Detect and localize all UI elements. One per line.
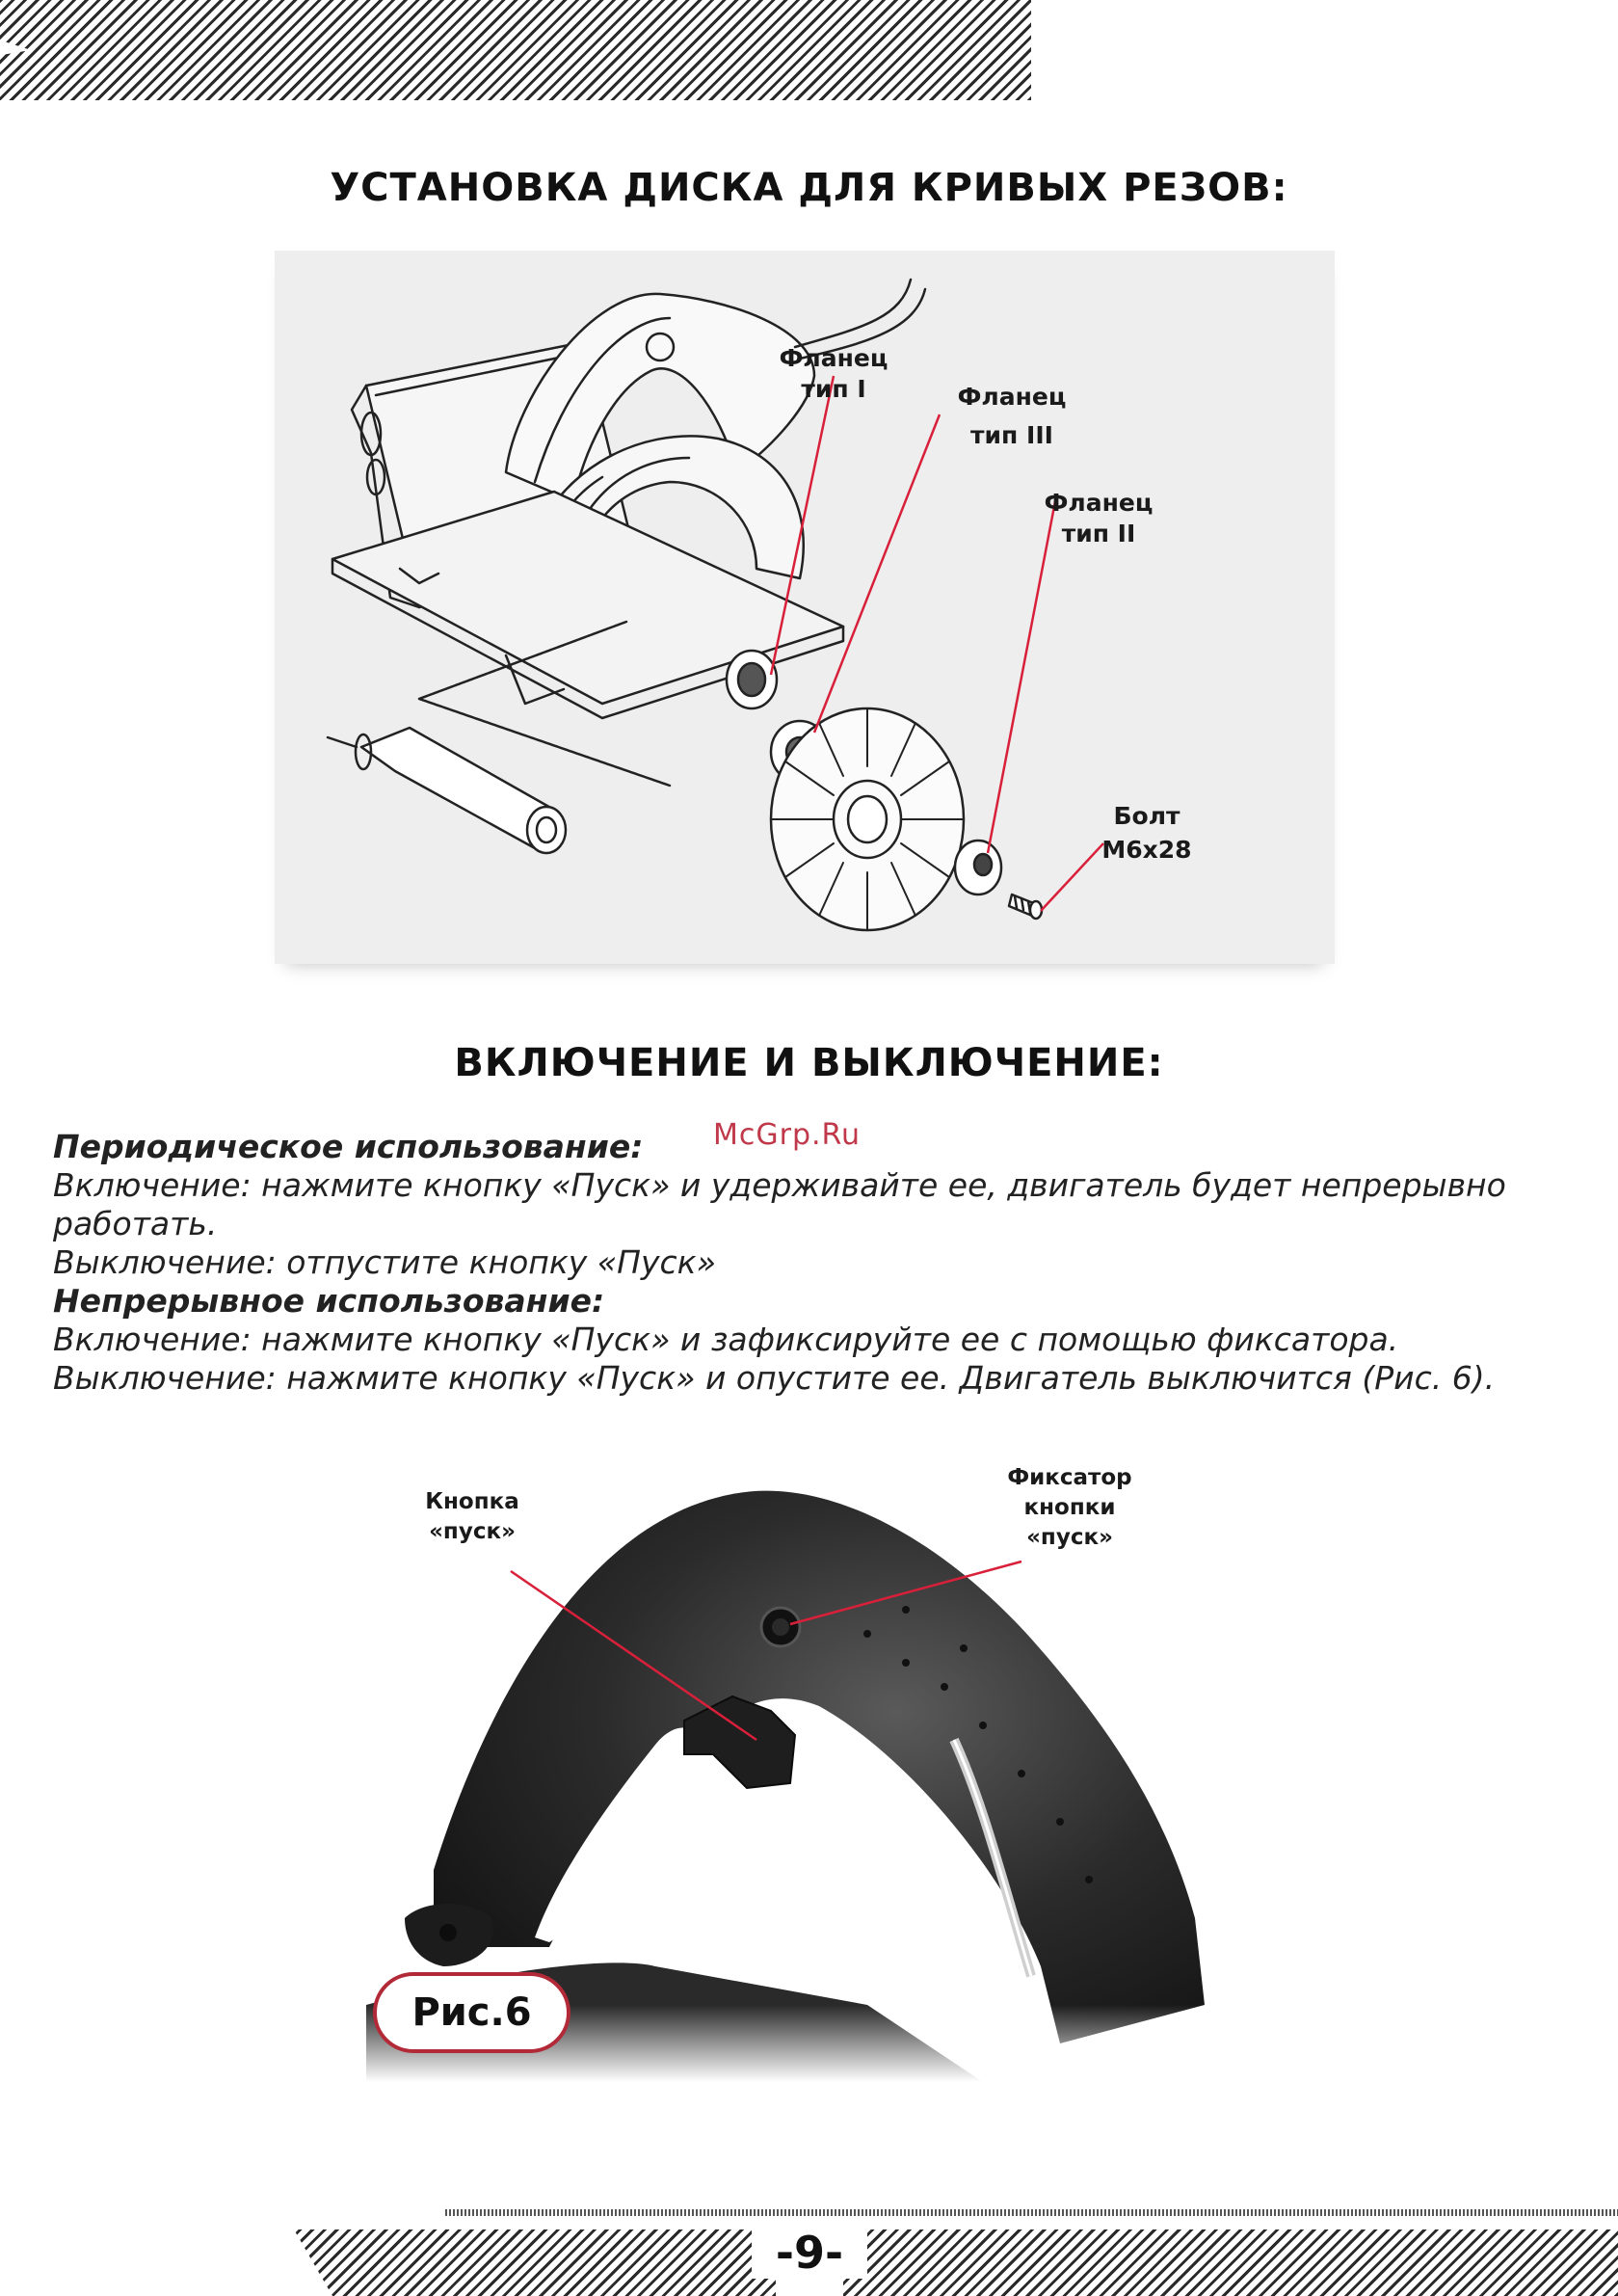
bottom-hatch-right <box>843 2229 1618 2296</box>
label-flange-1-line2: тип I <box>801 375 866 403</box>
label-start-button-line2: «пуск» <box>429 1519 516 1544</box>
page-number: -9- <box>752 2227 867 2279</box>
label-start-button-line1: Кнопка <box>425 1489 519 1514</box>
disc-assembly-figure <box>275 251 1335 964</box>
label-lock-line3: «пуск» <box>1026 1525 1113 1550</box>
periodic-on-text: Включение: нажмите кнопку «Пуск» и удерживайте ее, двигатель будет непрерывно работать. <box>53 1166 1506 1242</box>
label-bolt-line1: Болт <box>1113 802 1180 830</box>
section-title: ВКЛЮЧЕНИЕ И ВЫКЛЮЧЕНИЕ: <box>454 1041 1164 1085</box>
continuous-on-text: Включение: нажмите кнопку «Пуск» и зафиксируйте ее с помощью фиксатора. <box>53 1321 1399 1358</box>
figure-caption: Рис.6 <box>373 1972 570 2053</box>
label-lock-line2: кнопки <box>1023 1495 1116 1520</box>
label-flange-3-line2: тип III <box>970 421 1053 449</box>
label-flange-3-line1: Фланец <box>957 383 1067 411</box>
continuous-off-text: Выключение: нажмите кнопку «Пуск» и опустите ее. Двигатель выключится (Рис. 6). <box>53 1359 1496 1397</box>
watermark-text: McGrp.Ru <box>713 1118 862 1152</box>
top-hatch-decoration <box>0 0 1031 100</box>
label-flange-2-line1: Фланец <box>1044 489 1154 517</box>
page-title: УСТАНОВКА ДИСКА ДЛЯ КРИВЫХ РЕЗОВ: <box>330 166 1288 210</box>
periodic-off-text: Выключение: отпустите кнопку «Пуск» <box>53 1243 716 1281</box>
periodic-heading: Периодическое использование: <box>53 1128 644 1165</box>
instructions-text <box>53 1128 1576 1398</box>
footer-dotted-rule <box>445 2209 1618 2216</box>
label-bolt-line2: М6х28 <box>1101 836 1192 864</box>
label-flange-1-line1: Фланец <box>779 344 889 372</box>
label-lock-line1: Фиксатор <box>1007 1465 1132 1490</box>
continuous-heading: Непрерывное использование: <box>53 1282 605 1320</box>
bottom-hatch-left <box>294 2229 776 2296</box>
label-flange-2-line2: тип II <box>1061 520 1136 547</box>
